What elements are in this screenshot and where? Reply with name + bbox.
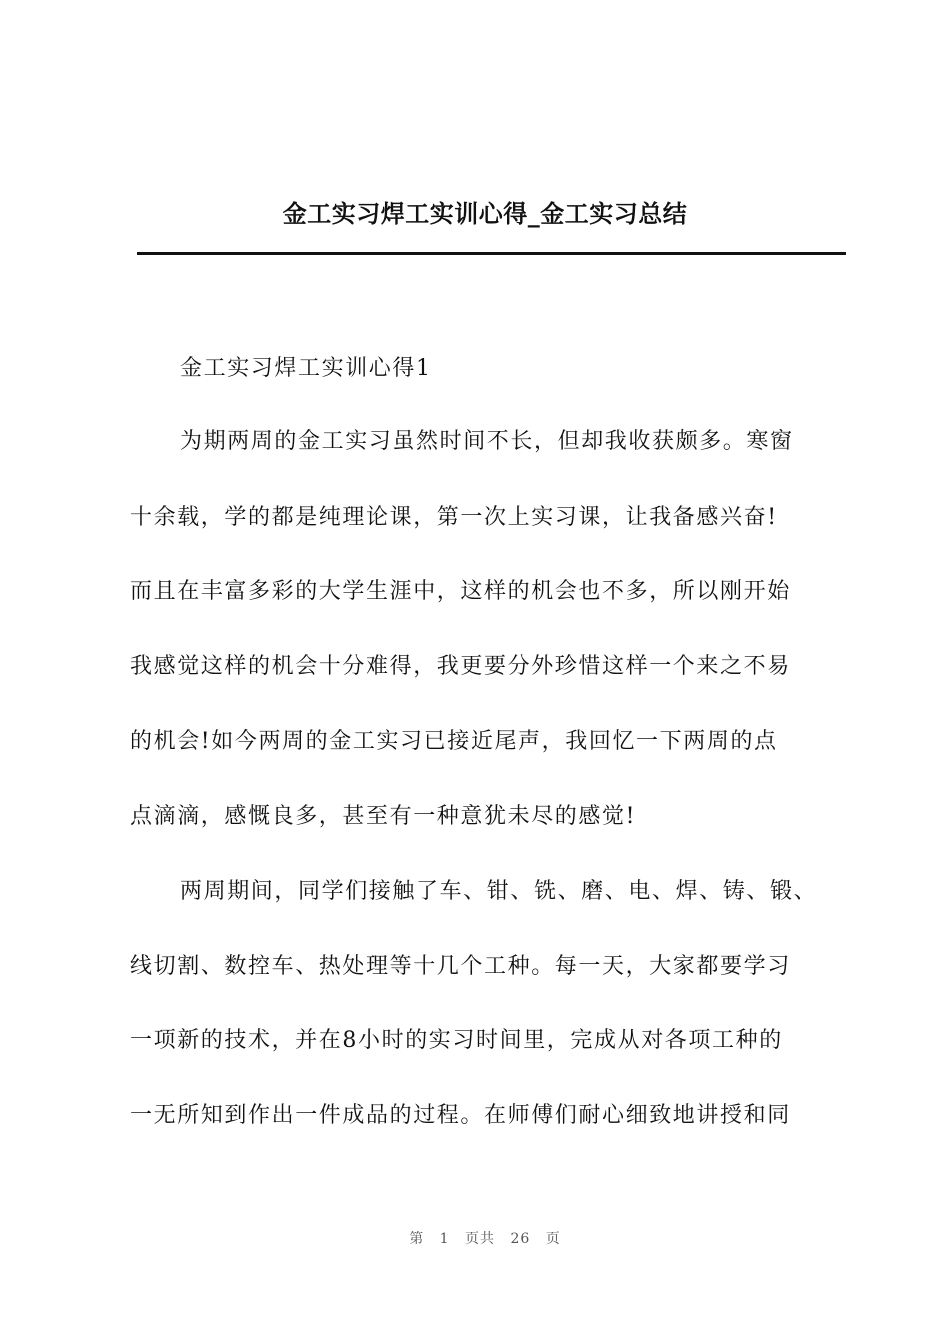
body-line: 一无所知到作出一件成品的过程。在师傅们耐心细致地讲授和同 <box>130 1103 791 1128</box>
body-line: 线切割、数控车、热处理等十几个工种。每一天，大家都要学习 <box>130 954 791 979</box>
section-heading: 金工实习焊工实训心得1 <box>180 356 432 381</box>
body-line: 的机会!如今两周的金工实习已接近尾声，我回忆一下两周的点 <box>130 729 778 754</box>
footer-page-number: 1 <box>439 1231 450 1247</box>
body-line: 点滴滴，感慨良多，甚至有一种意犹未尽的感觉! <box>130 804 637 829</box>
footer-page-suffix: 页共 <box>465 1231 496 1247</box>
page-title: 金工实习焊工实训心得_金工实习总结 <box>282 200 688 228</box>
body-line: 十余载，学的都是纯理论课，第一次上实习课，让我备感兴奋! <box>130 505 778 530</box>
body-line: 一项新的技术，并在8小时的实习时间里，完成从对各项工种的 <box>130 1028 783 1053</box>
title-divider <box>137 252 846 255</box>
body-line: 我感觉这样的机会十分难得，我更要分外珍惜这样一个来之不易 <box>130 654 791 679</box>
page-footer <box>0 1229 950 1249</box>
body-line: 为期两周的金工实习虽然时间不长，但却我收获颇多。寒窗 <box>180 429 794 454</box>
footer-page-label: 第 <box>409 1231 425 1247</box>
footer-total-suffix: 页 <box>545 1231 561 1247</box>
footer-total-pages: 26 <box>510 1231 531 1247</box>
body-line: 而且在丰富多彩的大学生涯中，这样的机会也不多，所以刚开始 <box>130 579 791 604</box>
body-line: 两周期间，同学们接触了车、钳、铣、磨、电、焊、铸、锻、 <box>180 879 818 904</box>
